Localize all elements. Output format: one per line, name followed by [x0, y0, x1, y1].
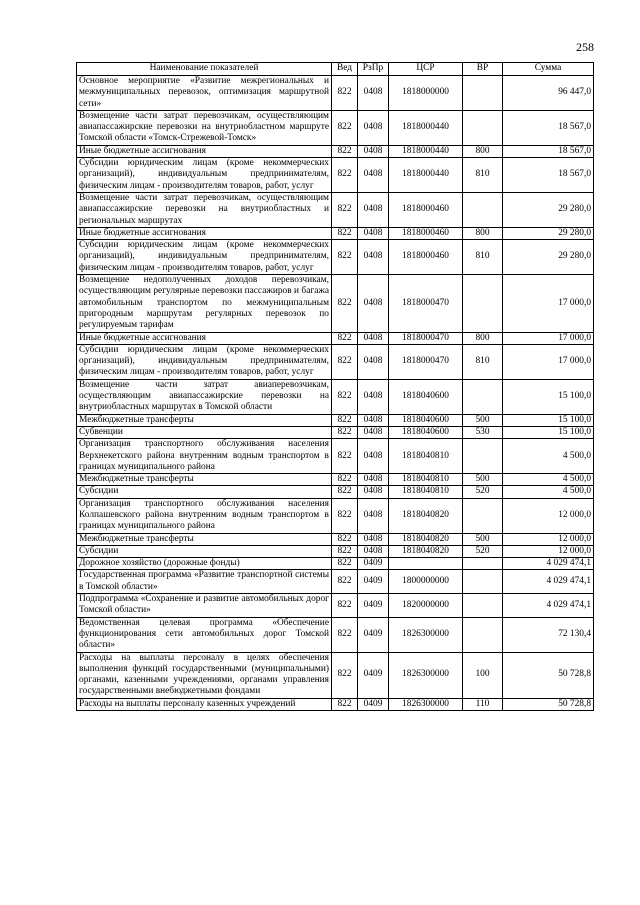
table-row	[77, 594, 594, 618]
cell-ved: 822	[332, 594, 358, 618]
cell-rzpr: 0408	[358, 414, 389, 426]
cell-rzpr: 0408	[358, 439, 389, 474]
cell-vr: 810	[463, 158, 503, 193]
cell-name: Субсидии юридическим лицам (кроме некоммерческих организаций), индивидуальным предпринимателям, физическим лицам - производителям товаров, работ, услуг	[77, 344, 332, 379]
cell-csr: 1818040810	[389, 486, 463, 498]
cell-ved: 822	[332, 192, 358, 227]
table-row	[77, 275, 594, 332]
table-row	[77, 240, 594, 275]
cell-sum: 12 000,0	[503, 533, 594, 545]
cell-csr: 1818040600	[389, 426, 463, 438]
cell-ved: 822	[332, 332, 358, 344]
cell-name: Субсидии юридическим лицам (кроме некоммерческих организаций), индивидуальным предпринимателям, физическим лицам - производителям товаров, работ, услуг	[77, 158, 332, 193]
cell-name: Основное мероприятие «Развитие межрегиональных и межмуниципальных перевозок, оптимизация маршрутной сети»	[77, 76, 332, 111]
cell-ved: 822	[332, 227, 358, 239]
cell-rzpr: 0408	[358, 275, 389, 332]
cell-sum: 15 100,0	[503, 414, 594, 426]
table-row	[77, 110, 594, 145]
cell-ved: 822	[332, 545, 358, 557]
cell-csr: 1818040810	[389, 439, 463, 474]
cell-csr: 1818000440	[389, 158, 463, 193]
cell-name: Ведомственная целевая программа «Обеспечение функционирования сети автомобильных дорог Томской области»	[77, 617, 332, 652]
cell-name: Межбюджетные трансферты	[77, 533, 332, 545]
cell-vr	[463, 110, 503, 145]
cell-name: Иные бюджетные ассигнования	[77, 332, 332, 344]
cell-rzpr: 0408	[358, 545, 389, 557]
cell-vr	[463, 498, 503, 533]
cell-csr: 1818000440	[389, 145, 463, 157]
cell-name: Возмещение части затрат перевозчикам, осуществляющим авиапассажирские перевозки на внутриобластных и региональных маршрутах	[77, 192, 332, 227]
cell-csr	[389, 558, 463, 570]
cell-csr: 1818040820	[389, 533, 463, 545]
cell-rzpr: 0409	[358, 652, 389, 698]
cell-rzpr: 0408	[358, 332, 389, 344]
cell-name: Организация транспортного обслуживания населения Колпашевского района внутренним водным транспортом в границах муниципального района	[77, 498, 332, 533]
cell-ved: 822	[332, 275, 358, 332]
cell-csr: 1818040600	[389, 379, 463, 414]
cell-sum: 17 000,0	[503, 344, 594, 379]
cell-ved: 822	[332, 498, 358, 533]
table-row	[77, 76, 594, 111]
cell-sum: 15 100,0	[503, 426, 594, 438]
cell-name: Иные бюджетные ассигнования	[77, 145, 332, 157]
cell-csr: 1818000000	[389, 76, 463, 111]
table-row	[77, 414, 594, 426]
header-vr: ВР	[463, 63, 503, 76]
table-row	[77, 332, 594, 344]
table-row	[77, 545, 594, 557]
cell-csr: 1826300000	[389, 698, 463, 710]
cell-ved: 822	[332, 414, 358, 426]
cell-ved: 822	[332, 486, 358, 498]
cell-csr: 1818040820	[389, 498, 463, 533]
cell-csr: 1820000000	[389, 594, 463, 618]
cell-name: Возмещение недополученных доходов перевозчикам, осуществляющим регулярные перевозки пассажиров и багажа автомобильным транспортом по межмуниципальным пригородным маршрутам регулярных перевозок по регулируемым тарифам	[77, 275, 332, 332]
table-row	[77, 698, 594, 710]
header-name: Наименование показателей	[77, 63, 332, 76]
cell-csr: 1818040810	[389, 474, 463, 486]
cell-rzpr: 0408	[358, 227, 389, 239]
cell-ved: 822	[332, 570, 358, 594]
cell-ved: 822	[332, 426, 358, 438]
cell-vr	[463, 558, 503, 570]
cell-vr	[463, 275, 503, 332]
cell-csr: 1818040600	[389, 414, 463, 426]
cell-sum: 17 000,0	[503, 275, 594, 332]
cell-rzpr: 0408	[358, 426, 389, 438]
cell-ved: 822	[332, 158, 358, 193]
cell-csr: 1818000470	[389, 332, 463, 344]
cell-ved: 822	[332, 652, 358, 698]
cell-sum: 50 728,8	[503, 698, 594, 710]
cell-name: Субсидии юридическим лицам (кроме некоммерческих организаций), индивидуальным предпринимателям, физическим лицам - производителям товаров, работ, услуг	[77, 240, 332, 275]
table-row	[77, 158, 594, 193]
cell-sum: 29 280,0	[503, 240, 594, 275]
table-row	[77, 192, 594, 227]
table-row	[77, 486, 594, 498]
table-row	[77, 617, 594, 652]
cell-rzpr: 0408	[358, 344, 389, 379]
table-row	[77, 498, 594, 533]
cell-sum: 12 000,0	[503, 545, 594, 557]
cell-sum: 50 728,8	[503, 652, 594, 698]
cell-csr: 1818000470	[389, 275, 463, 332]
header-csr: ЦСР	[389, 63, 463, 76]
cell-name: Субсидии	[77, 545, 332, 557]
cell-sum: 15 100,0	[503, 379, 594, 414]
cell-rzpr: 0408	[358, 240, 389, 275]
cell-vr	[463, 379, 503, 414]
cell-name: Возмещение части затрат авиаперевозчикам, осуществляющим авиапассажирские перевозки на внутриобластных маршрутах в Томской области	[77, 379, 332, 414]
table-row	[77, 145, 594, 157]
cell-ved: 822	[332, 439, 358, 474]
cell-sum: 4 029 474,1	[503, 570, 594, 594]
cell-name: Расходы на выплаты персоналу в целях обеспечения выполнения функций государственными (муниципальными) органами, казенными учреждениями, органами управления государственными внебюджетными фондами	[77, 652, 332, 698]
cell-vr	[463, 76, 503, 111]
cell-name: Субсидии	[77, 486, 332, 498]
cell-csr: 1800000000	[389, 570, 463, 594]
table-row	[77, 227, 594, 239]
cell-vr: 800	[463, 145, 503, 157]
cell-sum: 18 567,0	[503, 158, 594, 193]
cell-rzpr: 0408	[358, 474, 389, 486]
cell-sum: 12 000,0	[503, 498, 594, 533]
cell-csr: 1818000460	[389, 227, 463, 239]
cell-sum: 29 280,0	[503, 192, 594, 227]
cell-rzpr: 0408	[358, 486, 389, 498]
cell-name: Подпрограмма «Сохранение и развитие автомобильных дорог Томской области»	[77, 594, 332, 618]
cell-rzpr: 0408	[358, 192, 389, 227]
cell-ved: 822	[332, 617, 358, 652]
cell-vr: 500	[463, 533, 503, 545]
cell-csr: 1818000470	[389, 344, 463, 379]
cell-sum: 72 130,4	[503, 617, 594, 652]
cell-name: Расходы на выплаты персоналу казенных учреждений	[77, 698, 332, 710]
cell-ved: 822	[332, 474, 358, 486]
cell-rzpr: 0408	[358, 158, 389, 193]
cell-rzpr: 0408	[358, 145, 389, 157]
cell-name: Субвенции	[77, 426, 332, 438]
table-row	[77, 379, 594, 414]
cell-sum: 4 029 474,1	[503, 594, 594, 618]
cell-rzpr: 0408	[358, 379, 389, 414]
table-row	[77, 344, 594, 379]
cell-name: Государственная программа «Развитие транспортной системы в Томской области»	[77, 570, 332, 594]
table-header-row	[77, 63, 594, 76]
cell-vr	[463, 439, 503, 474]
header-ved: Вед	[332, 63, 358, 76]
header-sum: Сумма	[503, 63, 594, 76]
cell-vr: 530	[463, 426, 503, 438]
cell-sum: 4 029 474,1	[503, 558, 594, 570]
cell-csr: 1818000460	[389, 192, 463, 227]
cell-name: Организация транспортного обслуживания населения Верхнекетского района внутренним водным транспортом в границах муниципального района	[77, 439, 332, 474]
cell-name: Межбюджетные трансферты	[77, 414, 332, 426]
page-number: 258	[576, 40, 594, 54]
cell-sum: 18 567,0	[503, 145, 594, 157]
cell-rzpr: 0408	[358, 110, 389, 145]
cell-ved: 822	[332, 110, 358, 145]
cell-ved: 822	[332, 145, 358, 157]
cell-sum: 4 500,0	[503, 474, 594, 486]
cell-sum: 29 280,0	[503, 227, 594, 239]
cell-vr: 800	[463, 227, 503, 239]
cell-vr	[463, 617, 503, 652]
cell-rzpr: 0409	[358, 558, 389, 570]
cell-rzpr: 0409	[358, 570, 389, 594]
table-row	[77, 558, 594, 570]
cell-name: Межбюджетные трансферты	[77, 474, 332, 486]
cell-vr: 100	[463, 652, 503, 698]
table-row	[77, 652, 594, 698]
cell-csr: 1826300000	[389, 652, 463, 698]
budget-table	[76, 62, 594, 711]
cell-ved: 822	[332, 240, 358, 275]
cell-name: Возмещение части затрат перевозчикам, осуществляющим авиапассажирские перевозки на внутриобластном маршруте Томской области «Томск-Стрежевой-Томск»	[77, 110, 332, 145]
cell-sum: 18 567,0	[503, 110, 594, 145]
cell-rzpr: 0408	[358, 76, 389, 111]
cell-csr: 1818040820	[389, 545, 463, 557]
cell-vr	[463, 192, 503, 227]
cell-ved: 822	[332, 558, 358, 570]
cell-vr: 810	[463, 344, 503, 379]
cell-vr: 800	[463, 332, 503, 344]
cell-rzpr: 0409	[358, 617, 389, 652]
cell-sum: 4 500,0	[503, 486, 594, 498]
cell-vr: 520	[463, 486, 503, 498]
table-row	[77, 439, 594, 474]
cell-sum: 4 500,0	[503, 439, 594, 474]
cell-ved: 822	[332, 76, 358, 111]
cell-rzpr: 0408	[358, 498, 389, 533]
cell-vr: 500	[463, 474, 503, 486]
cell-vr	[463, 570, 503, 594]
cell-ved: 822	[332, 344, 358, 379]
cell-rzpr: 0409	[358, 594, 389, 618]
cell-ved: 822	[332, 379, 358, 414]
cell-ved: 822	[332, 698, 358, 710]
cell-name: Иные бюджетные ассигнования	[77, 227, 332, 239]
cell-sum: 96 447,0	[503, 76, 594, 111]
table-row	[77, 426, 594, 438]
table-row	[77, 474, 594, 486]
cell-csr: 1818000440	[389, 110, 463, 145]
cell-csr: 1826300000	[389, 617, 463, 652]
cell-sum: 17 000,0	[503, 332, 594, 344]
cell-csr: 1818000460	[389, 240, 463, 275]
cell-vr: 810	[463, 240, 503, 275]
cell-vr: 500	[463, 414, 503, 426]
header-rzpr: РзПр	[358, 63, 389, 76]
table-row	[77, 533, 594, 545]
table-row	[77, 570, 594, 594]
cell-vr	[463, 594, 503, 618]
cell-vr: 110	[463, 698, 503, 710]
cell-name: Дорожное хозяйство (дорожные фонды)	[77, 558, 332, 570]
cell-rzpr: 0408	[358, 533, 389, 545]
cell-rzpr: 0409	[358, 698, 389, 710]
cell-vr: 520	[463, 545, 503, 557]
cell-ved: 822	[332, 533, 358, 545]
